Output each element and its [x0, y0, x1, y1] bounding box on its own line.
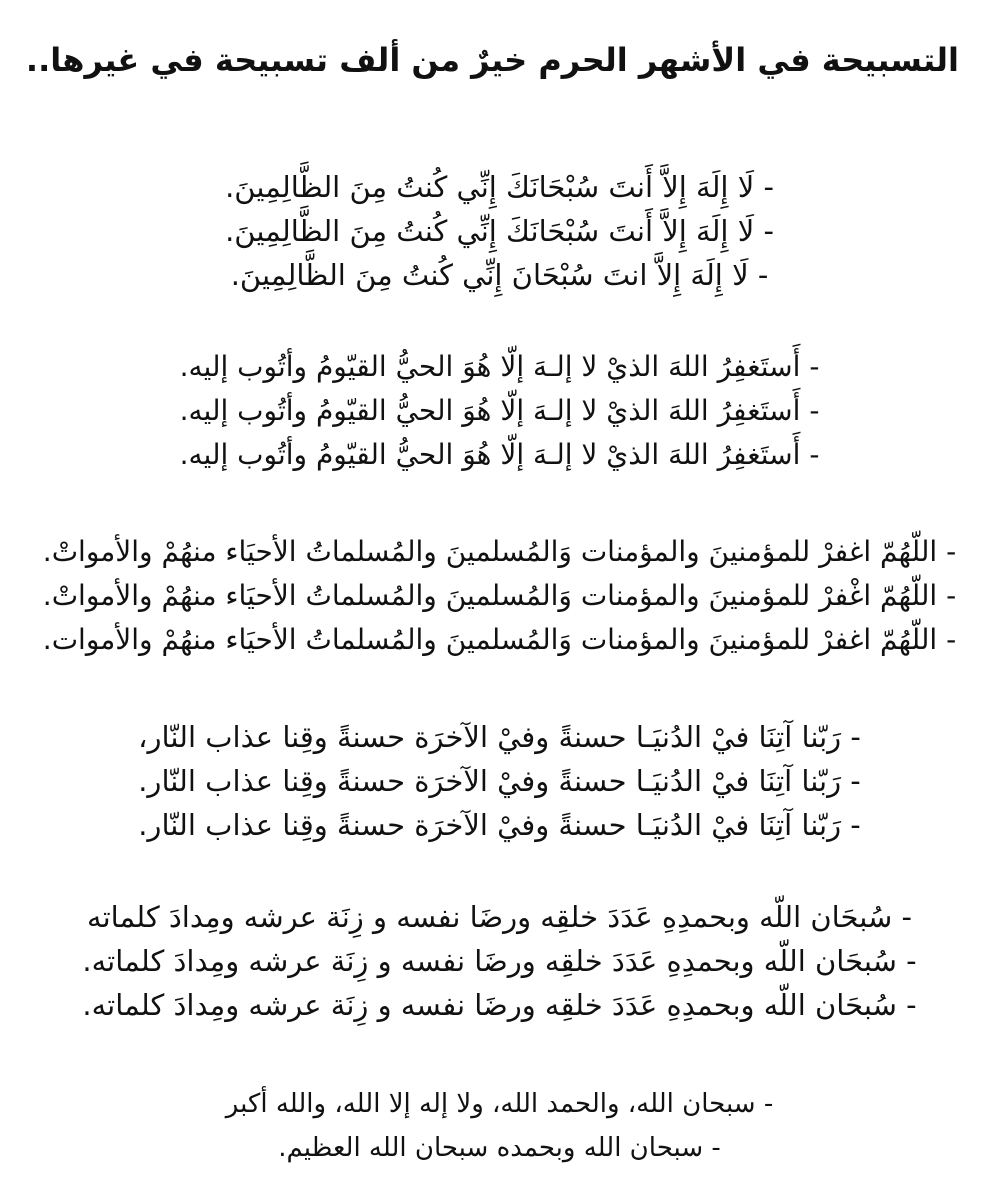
section-line: - سُبحَان اللّه وبحمدِهِ عَدَدَ خلقِه ورضَا نفسه و زِنَة عرشه ومِدادَ كلماته: [87, 900, 912, 934]
section-line: - لَا إِلَهَ إِلاَّ أَنتَ سُبْحَانَكَ إِنِّي كُنتُ مِنَ الظَّالِمِينَ.: [225, 170, 774, 204]
page-title: التسبيحة في الأشهر الحرم خيرٌ من ألف تسبيحة في غيرها..: [25, 41, 959, 79]
section-allahumma-ighfir: [0, 530, 999, 662]
section-line: - رَبّنا آتِنَا فيْ الدُنيَـا حسنةً وفيْ الآخرَة حسنةً وقِنا عذاب النّار،: [138, 720, 861, 754]
section-line: - رَبّنا آتِنَا فيْ الدُنيَـا حسنةً وفيْ الآخرَة حسنةً وقِنا عذاب النّار.: [138, 808, 861, 842]
section-line: - سبحان الله، والحمد الله، ولا إله إلا الله، والله أكبر: [225, 1089, 774, 1119]
section-line: - اللّهُمّ اغْفرْ للمؤمنينَ والمؤمنات وَالمُسلمينَ والمُسلماتُ الأحيَاء منهُمْ والأمواتْ.: [42, 579, 957, 612]
section-line: - اللّهُمّ اغفرْ للمؤمنينَ والمؤمنات وَالمُسلمينَ والمُسلماتُ الأحيَاء منهُمْ والأموات.: [42, 623, 957, 656]
section-tasbih: [0, 1082, 999, 1170]
section-line: - رَبّنا آتِنَا فيْ الدُنيَـا حسنةً وفيْ الآخرَة حسنةً وقِنا عذاب النّار.: [138, 764, 861, 798]
section-line: - سبحان الله وبحمده سبحان الله العظيم.: [278, 1133, 721, 1163]
section-line: - اللّهُمّ اغفرْ للمؤمنينَ والمؤمنات وَالمُسلمينَ والمُسلماتُ الأحيَاء منهُمْ والأمواتْ.: [42, 535, 957, 568]
section-subhanallah-wabihamdihi: [0, 895, 999, 1027]
section-line: - أَستَغفِرُ اللهَ الذيْ لا إلـهَ إلّا هُوَ الحيُّ القيّومُ وأتُوب إليه.: [179, 394, 820, 427]
section-rabbana: [0, 715, 999, 847]
section-la-ilaha: [0, 165, 999, 297]
section-line: - لَا إِلَهَ إِلاَّ أَنتَ سُبْحَانَكَ إِنِّي كُنتُ مِنَ الظَّالِمِينَ.: [225, 214, 774, 248]
section-istighfar: [0, 345, 999, 477]
section-line: - سُبحَان اللّه وبحمدِهِ عَدَدَ خلقِه ورضَا نفسه و زِنَة عرشه ومِدادَ كلماته.: [82, 944, 917, 978]
section-line: - أَستَغفِرُ اللهَ الذيْ لا إلـهَ إلّا هُوَ الحيُّ القيّومُ وأتُوب إليه.: [179, 438, 820, 471]
section-line: - أَستَغفِرُ اللهَ الذيْ لا إلـهَ إلّا هُوَ الحيُّ القيّومُ وأتُوب إليه.: [179, 350, 820, 383]
section-line: - سُبحَان اللّه وبحمدِهِ عَدَدَ خلقِه ورضَا نفسه و زِنَة عرشه ومِدادَ كلماته.: [82, 988, 917, 1022]
section-line: - لَا إِلَهَ إِلاَّ انتَ سُبْحَانَ إِنِّي كُنتُ مِنَ الظَّالِمِينَ.: [230, 258, 769, 292]
